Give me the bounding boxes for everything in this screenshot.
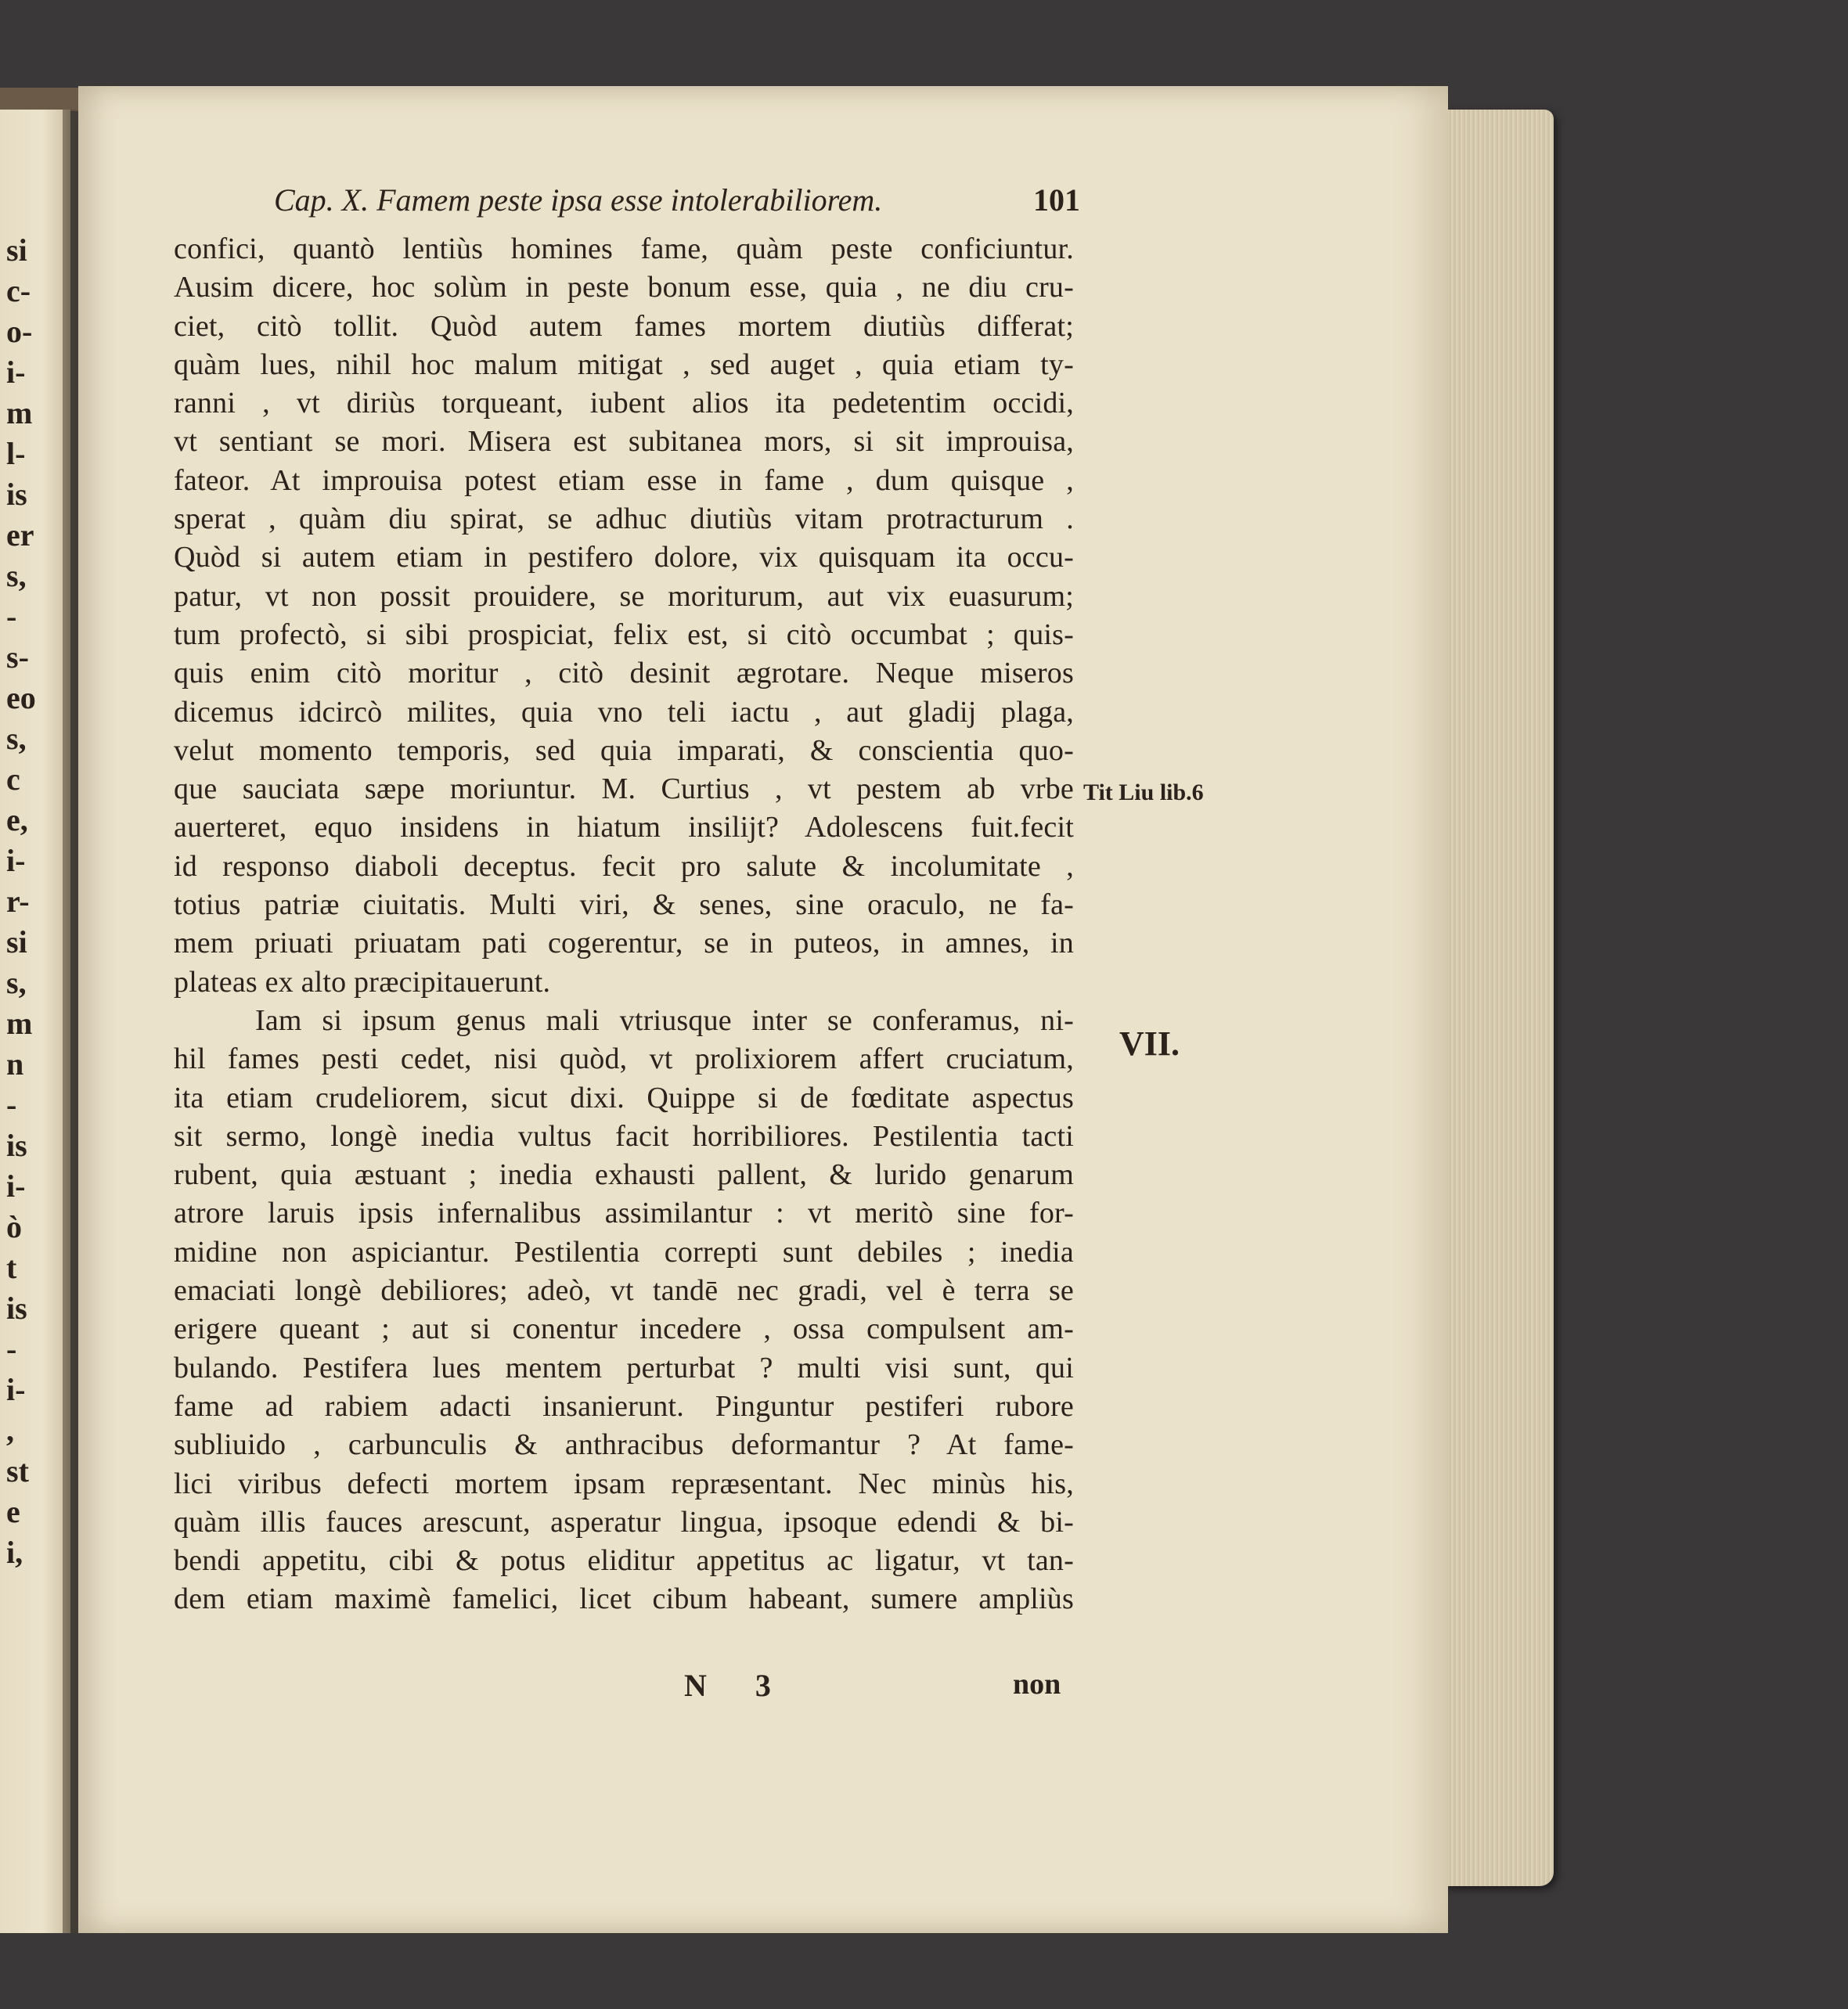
page-fore-edge [1444,110,1554,1886]
paragraph-start-line: Iam si ipsum genus mali vtriusque inter se conferamus, ni- [255,1003,1074,1037]
left-page-fragment: - [6,599,17,634]
text-line: bulando. Pestifera lues mentem perturbat ? multi visi sunt, qui [174,1351,1074,1384]
text-line: subliuido , carbunculis & anthracibus deformantur ? At fame- [174,1428,1074,1462]
text-line: atrore laruis ipsis infernalibus assimilantur : vt meritò sine for- [174,1197,1074,1230]
left-page-fragment: l- [6,436,26,471]
left-page-fragment: c [6,761,20,797]
text-line: fateor. At improuisa potest etiam esse in fame , dum quisque , [174,463,1074,497]
left-page-fragment: i- [6,843,26,878]
left-page-fragment: st [6,1453,29,1489]
left-page-fragment: c- [6,273,31,308]
text-line: ranni , vt diriùs torqueant, iubent alios ita pedetentim occidi, [174,387,1074,420]
running-head [274,182,1080,229]
text-line: Ausim dicere, hoc solùm in peste bonum esse, quia , ne diu cru- [174,271,1074,304]
text-line: midine non aspiciantur. Pestilentia correpti sunt debiles ; inedia [174,1235,1074,1269]
page-number: 101 [1033,182,1080,218]
text-line: bendi appetitu, cibi & potus eliditur appetitus ac ligatur, vt tan- [174,1544,1074,1578]
text-line: id responso diaboli deceptus. fecit pro salute & incolumitate , [174,849,1074,883]
left-page-fragment: is [6,1291,27,1326]
signature-mark: N 3 [684,1668,791,1703]
left-page-fragment: ò [6,1209,22,1244]
left-page-fragment: t [6,1250,17,1285]
chapter-title: Cap. X. Famem peste ipsa esse intolerabiliorem. [274,182,883,218]
text-line: ita etiam crudeliorem, sicut dixi. Quippe si de fœditate aspectus [174,1081,1074,1114]
text-line: totius patriæ ciuitatis. Multi viri, & senes, sine oraculo, ne fa- [174,888,1074,922]
text-line: velut momento temporis, sed quia imparati, & conscientia quo- [174,733,1074,767]
left-page-fragment: - [6,1087,17,1122]
binding-spine [0,88,86,111]
left-page-fragment: si [6,924,27,959]
left-page-fragment: e [6,1494,20,1529]
text-line: emaciati longè debiliores; adeò, vt tandē nec gradi, vel è terra se [174,1274,1074,1308]
text-line: vt sentiant se mori. Misera est subitanea mors, si sit improuisa, [174,425,1074,459]
section-number: VII. [1119,1024,1180,1063]
body-text [174,230,1074,1619]
left-page-fragment: m [6,1006,33,1041]
left-page-fragment: n [6,1046,24,1082]
left-page-fragment: m [6,395,33,430]
text-line: ciet, citò tollit. Quòd autem fames mortem diutiùs differat; [174,309,1074,343]
text-line: Quòd si autem etiam in pestifero dolore, vix quisquam ita occu- [174,541,1074,574]
left-page-fragment: eo [6,680,36,715]
text-line: quis enim citò moritur , citò desinit ægrotare. Neque miseros [174,657,1074,690]
left-page-fragment: er [6,517,34,553]
text-line: dem etiam maximè famelici, licet cibum habeant, sumere ampliùs [174,1582,1074,1616]
text-line: patur, vt non possit prouidere, se moriturum, aut vix euasurum; [174,579,1074,613]
text-line: plateas ex alto præcipitauerunt. [174,965,551,999]
text-line: que sauciata sæpe moriuntur. M. Curtius , vt pestem ab vrbe [174,772,1074,806]
left-page-fragment: is [6,1128,27,1163]
left-page-fragment: s, [6,965,27,1000]
left-page-fragment: s- [6,639,29,675]
text-line: dicemus idcircò milites, quia vno teli iactu , aut gladij plaga, [174,695,1074,729]
text-line: hil fames pesti cedet, nisi quòd, vt prolixiorem affert cruciatum, [174,1042,1074,1076]
text-line: auerteret, equo insidens in hiatum insilijt? Adolescens fuit.fecit [174,811,1074,844]
left-page-fragment: s, [6,721,27,756]
left-facing-page [0,110,70,1933]
left-page-fragment: i- [6,355,26,390]
text-line: sit sermo, longè inedia vultus facit horribiliores. Pestilentia tacti [174,1119,1074,1153]
left-page-fragment: r- [6,884,30,919]
text-line: confici, quantò lentiùs homines fame, quàm peste conficiuntur. [174,232,1074,265]
left-page-fragment: si [6,232,27,268]
text-line: rubent, quia æstuant ; inedia exhausti pallent, & lurido genarum [174,1158,1074,1192]
text-line: quàm illis fauces arescunt, asperatur lingua, ipsoque edendi & bi- [174,1505,1074,1539]
catchword: non [1013,1668,1061,1701]
left-page-fragment: i, [6,1535,23,1570]
text-line: mem priuati priuatam pati cogerentur, se in puteos, in amnes, in [174,927,1074,960]
text-line: sperat , quàm diu spirat, se adhuc diutiùs vitam protracturum . [174,502,1074,536]
left-page-fragment: s, [6,558,27,593]
text-line: tum profectò, si sibi prospiciat, felix est, si citò occumbat ; quis- [174,617,1074,651]
text-line: erigere queant ; aut si conentur incedere , ossa compulsent am- [174,1312,1074,1346]
text-line: lici viribus defecti mortem ipsam repræsentant. Nec minùs his, [174,1467,1074,1500]
left-page-fragment: - [6,1331,17,1366]
left-page-fragment: i- [6,1168,26,1204]
left-page-fragment: , [6,1413,14,1448]
text-line: quàm lues, nihil hoc malum mitigat , sed auget , quia etiam ty- [174,347,1074,381]
text-line: fame ad rabiem adacti insanierunt. Pinguntur pestiferi rubore [174,1389,1074,1423]
left-page-fragment: i- [6,1372,26,1407]
left-page-fragment: e, [6,802,28,837]
left-page-fragment: is [6,477,27,512]
left-page-fragment: o- [6,314,33,349]
marginal-citation: Tit Liu lib.6 [1083,779,1204,805]
